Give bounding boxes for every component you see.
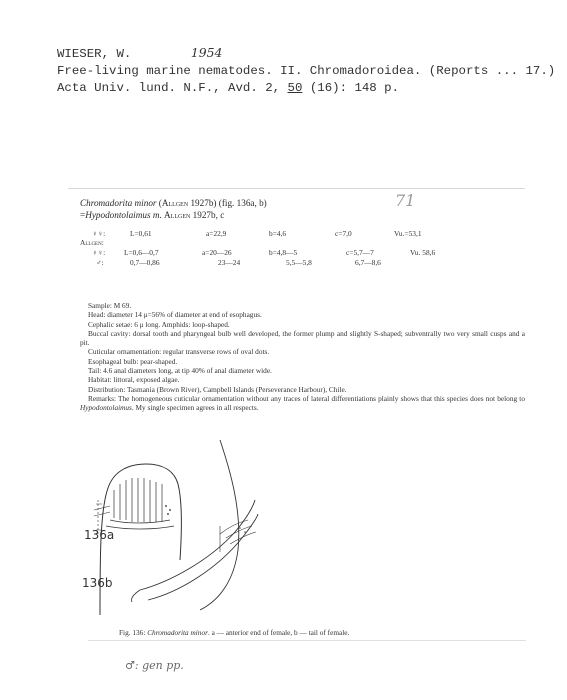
row2-L: L=0,6—0,7 [124, 248, 159, 257]
synonym-prefix: = [80, 210, 86, 220]
caption-rest: . a — anterior end of female, b — tail of female. [207, 628, 350, 637]
clipping-edge [68, 188, 525, 189]
species-author: Allgen [161, 198, 189, 208]
measurement-table [80, 229, 525, 274]
row2-b: b=4,8—5 [269, 248, 298, 257]
species-title: Chromadorita minor (Allgen 1927b) (fig. 136a, b) [80, 198, 267, 208]
figure-caption [119, 628, 349, 637]
handwritten-note: ♂: gen pp. [125, 659, 184, 672]
citation-year: 1954 [190, 45, 223, 60]
desc-bulb: Esophageal bulb: pear-shaped. [88, 356, 178, 366]
citation-journal-text: Acta Univ. lund. N.F., Avd. 2, [57, 81, 288, 95]
synonym-ref: 1927b, c [190, 210, 225, 220]
citation-pages: (16): 148 p. [302, 81, 400, 95]
citation-author-line [57, 44, 555, 63]
figure-136 [70, 440, 310, 620]
row3-L: 0,7—0,86 [130, 258, 160, 267]
species-entry [80, 197, 525, 221]
row1-vu: Vu.=53,1 [394, 229, 422, 238]
citation-volume: 50 [287, 81, 303, 95]
remarks-end: . My single specimen agrees in all respects. [131, 403, 259, 413]
desc-head: Head: diameter 14 μ=56% of diameter at end of esophagus. [88, 310, 262, 320]
desc-setae: Cephalic setae: 6 μ long. Amphids: loop-shaped. [88, 319, 230, 329]
citation-journal [57, 80, 555, 97]
row1-b: b=4,6 [269, 229, 287, 238]
species-description [80, 301, 525, 413]
desc-buccal: Buccal cavity: dorsal tooth and pharyngeal bulb well developed, the former plump and slightly S-shaped; subventrally two very small cusps and a pit. [80, 328, 525, 348]
desc-distribution: Distribution: Tasmania (Brown River), Campbell Islands (Perseverance Harbour), Chile. [88, 384, 347, 394]
row1-c: c=7,0 [335, 229, 352, 238]
handwritten-number: 71 [395, 191, 416, 210]
species-ref: 1927b) (fig. 136a, b) [188, 198, 267, 208]
allgen-label: Allgen: [80, 238, 104, 247]
row3-sex: ♂: [96, 258, 104, 267]
synonym-genus: Hypodontolaimus m. [85, 210, 162, 220]
row2-c: c=5,7—7 [346, 248, 374, 257]
caption-species: Chromadorita minor [147, 628, 208, 637]
figure-label-a: 136a [84, 528, 115, 542]
row1-a: a=22,9 [206, 229, 227, 238]
row2-sex: ♀♀: [92, 248, 106, 257]
remarks-start: Remarks: The homogeneous cuticular ornamentation without any traces of lateral differentiations plainly shows that this species does not belong to [88, 393, 525, 403]
figure-label-b: 136b [82, 576, 113, 590]
row1-L: L=0,61 [130, 229, 152, 238]
clipping-bottom-edge [88, 640, 526, 641]
row3-c: 6,7—8,6 [355, 258, 381, 267]
citation-title: Free-living marine nematodes. II. Chromadoroidea. (Reports ... 17.) [57, 64, 556, 78]
species-name: Chromadorita minor [80, 198, 157, 208]
remarks-genus: Hypodontolaimus [80, 403, 132, 413]
citation-author: WIESER, W. [57, 47, 132, 61]
row3-b: 5,5—5,8 [286, 258, 312, 267]
caption-prefix: Fig. 136: [119, 628, 148, 637]
row1-sex: ♀♀: [92, 229, 106, 238]
row2-a: a=20—26 [202, 248, 232, 257]
typewritten-citation [57, 44, 555, 97]
desc-habitat: Habitat: littoral, exposed algae. [88, 375, 180, 385]
desc-sample: Sample: M 69. [88, 301, 132, 310]
row3-a: 23—24 [218, 258, 241, 267]
desc-cuticle: Cuticular ornamentation: regular transverse rows of oval dots. [88, 347, 270, 357]
synonym-author: Allgen [164, 210, 191, 220]
synonym-line [80, 209, 525, 221]
desc-tail: Tail: 4.6 anal diameters long, at tip 40% of anal diameter wide. [88, 366, 272, 376]
row2-vu: Vu. 58,6 [410, 248, 436, 257]
desc-remarks [80, 394, 525, 413]
